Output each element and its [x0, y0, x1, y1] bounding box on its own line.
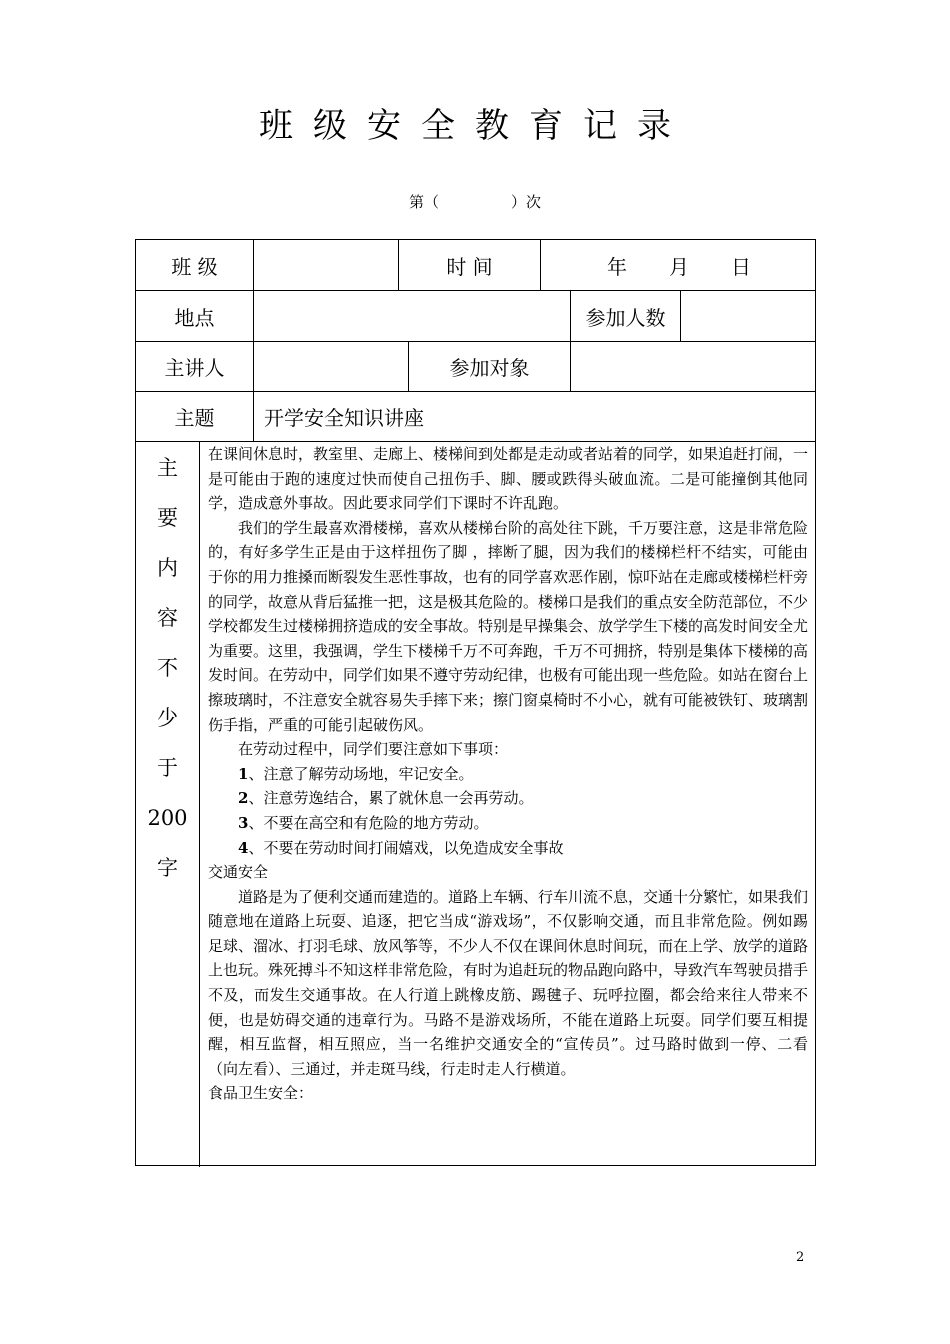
- content-paragraph: 我们的学生最喜欢滑楼梯，喜欢从楼梯台阶的高处往下跳，千万要注意，这是非常危险的，有好多学生正是由于这样扭伤了脚 ，摔断了腿，因为我们的楼梯栏杆不结实，可能由于你的用力推搡而断裂发生恶性事故，也有的同学喜欢恶作剧，惊吓站在走廊或楼梯栏杆旁的同学，故意从背后猛推一把，这是极其危险的。楼梯口是我们的重点安全防范部位，不少学校都发生过楼梯拥挤造成的安全事故。特别是早操集会、放学学生下楼的高发时间安全尤为重要。这里，我强调，学生下楼梯千万不可奔跑，千万不可拥挤，特别是集体下楼梯的高发时间。在劳动中，同学们如果不遵守劳动纪律，也极有可能出现一些危险。如站在窗台上擦玻璃时，不注意安全就容易失手摔下来；擦门窗桌椅时不小心，就有可能被铁钉、玻璃割伤手指，严重的可能引起破伤风。: [208, 518, 809, 734]
- content-body[interactable]: [208, 442, 808, 1106]
- list-item-number: 3: [238, 813, 249, 832]
- content-label-char: 于: [157, 756, 178, 780]
- time-label: 时 间: [446, 254, 493, 279]
- content-paragraph: 道路是为了便利交通而建造的。道路上车辆、行车川流不息，交通十分繁忙，如果我们随意地在道路上玩耍、追逐，把它当成“游戏场”，不仅影响交通，而且非常危险。例如踢足球、溜冰、打羽毛球、放风筝等，不少人不仅在课间休息时间玩，而在上学、放学的道路上也玩。殊死搏斗不知这样非常危险，有时为追赶玩的物品跑向路中，导致汽车驾驶员措手不及，而发生交通事故。在人行道上跳橡皮筋、踢毽子、玩呼拉圈，都会给来往人带来不便，也是妨碍交通的违章行为。马路不是游戏场所，不能在道路上玩耍。同学们要互相提醒，相互监督，相互照应，当一名维护交通安全的“宣传员”。过马路时做到一停、二看（向左看）、三通过，并走斑马线，行走时走人行横道。: [208, 887, 809, 1078]
- session-line: [0, 192, 950, 212]
- content-paragraph: 在劳动过程中，同学们要注意如下事项：: [238, 740, 509, 759]
- session-prefix: 第（: [408, 193, 439, 211]
- food-heading: 食品卫生安全：: [208, 1084, 314, 1103]
- list-item-text: 、注意劳逸结合，累了就休息一会再劳动。: [248, 789, 534, 808]
- audience-field[interactable]: [571, 342, 817, 391]
- topic-label: 主题: [174, 406, 215, 430]
- date-month: 月: [669, 254, 689, 279]
- content-paragraph: 在课间休息时，教室里、走廊上、楼梯间到处都是走动或者站着的同学，如果追赶打闹，一是可能由于跑的速度过快而使自己扭伤手、脚、腰或跌得头破血流。二是可能撞倒其他同学，造成意外事故。因此要求同学们下课时不许乱跑。: [208, 445, 809, 513]
- list-item-number: 2: [238, 789, 249, 808]
- record-form: [135, 239, 816, 1166]
- speaker-field[interactable]: [254, 342, 408, 391]
- col-divider: [199, 441, 200, 1167]
- list-item: [208, 811, 808, 836]
- date-field[interactable]: [541, 240, 817, 290]
- page-number: 2: [796, 1250, 805, 1265]
- location-label: 地点: [174, 305, 215, 330]
- content-label-char: 主: [157, 456, 178, 480]
- attendance-field[interactable]: [681, 291, 817, 341]
- page-title: 班级安全教育记录: [259, 106, 691, 146]
- session-suffix: ）次: [511, 193, 542, 211]
- content-label-char: 内: [157, 556, 178, 580]
- content-label-char: 容: [157, 606, 178, 630]
- list-item-number: 1: [238, 764, 249, 783]
- content-label-char: 不: [157, 656, 178, 680]
- list-item: [208, 836, 808, 861]
- list-item-number: 4: [238, 838, 249, 857]
- class-field[interactable]: [254, 240, 398, 290]
- date-day: 日: [731, 254, 751, 279]
- list-item: [208, 786, 808, 811]
- content-label: [136, 443, 199, 893]
- content-label-char: 要: [157, 506, 178, 530]
- class-label: 班 级: [171, 254, 218, 279]
- content-label-char: 字: [157, 856, 178, 880]
- list-item-text: 、不要在高空和有危险的地方劳动。: [248, 813, 489, 832]
- list-item-text: 、不要在劳动时间打闹嬉戏，以免造成安全事故: [248, 838, 564, 857]
- traffic-heading: 交通安全: [208, 863, 269, 882]
- list-item-text: 、注意了解劳动场地，牢记安全。: [248, 764, 474, 783]
- audience-label: 参加对象: [449, 356, 530, 380]
- content-label-char: 200: [147, 806, 188, 830]
- content-label-char: 少: [157, 706, 178, 730]
- date-year: 年: [607, 254, 627, 279]
- location-field[interactable]: [254, 291, 570, 341]
- topic-value[interactable]: 开学安全知识讲座: [264, 406, 424, 430]
- list-item: [208, 762, 808, 787]
- speaker-label: 主讲人: [164, 356, 225, 380]
- attendance-label: 参加人数: [585, 305, 666, 330]
